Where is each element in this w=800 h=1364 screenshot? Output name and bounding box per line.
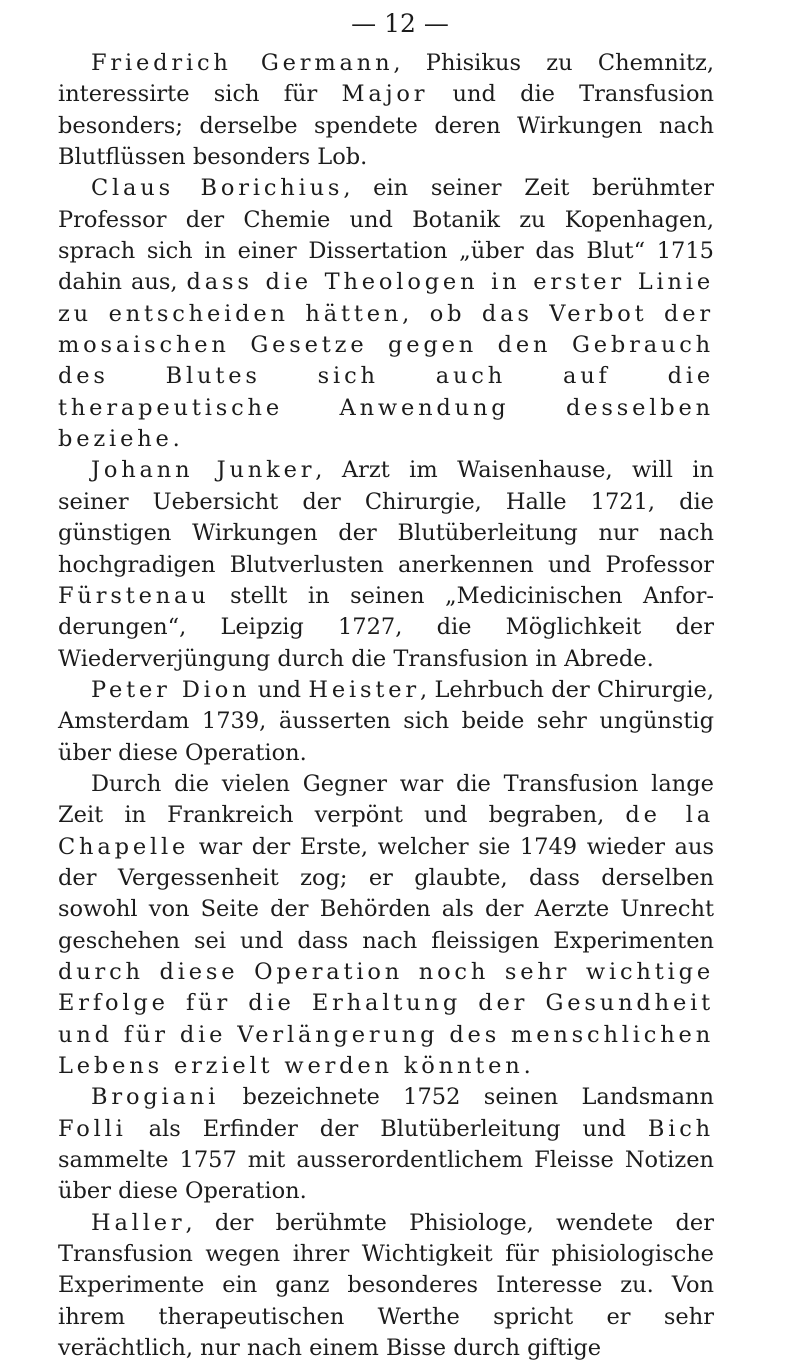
text-run: , Phisikus zu Chemnitz, interessirte sich für — [58, 50, 714, 108]
spaced-text: Folli — [58, 1115, 127, 1142]
text-run: , Arzt im Waisenhause, will in seiner Uebersicht der Chirurgie, Halle 1721, die günstigen Wirkungen der Blutüberleitung nur nach hochgradigen Blutverlusten anerkennen und Professor — [58, 457, 714, 578]
spaced-text: Fürstenau — [58, 582, 210, 609]
spaced-text: Johann Junker — [91, 457, 316, 484]
spaced-text: Peter Dion — [91, 676, 251, 703]
text-run: Durch die vielen Gegner war die Transfusion lange Zeit in Frankreich verpönt und begraben, — [58, 770, 714, 829]
page-number: — 12 — — [351, 9, 449, 38]
spaced-text: Heister — [308, 676, 420, 703]
spaced-text: dass die Theologen in erster Linie zu entscheiden hätten, ob das Verbot der mosaischen Gesetze gegen den Gebrauch des Blutes sich auch auf die therapeutische Anwendung desselben beziehe. — [58, 269, 714, 453]
text-run: war der Erste, welcher sie 1749 wieder aus der Vergessenheit zog; er glaubte, dass derselben sowohl von Seite der Behörden als der Aerzte Unrecht geschehen sei und dass nach fleissigen Experimenten — [58, 833, 714, 954]
paragraph — [58, 769, 714, 1082]
text-run: , der berühmte Phisiologe, wendete der Transfusion wegen ihrer Wichtigkeit für phisiologische Experimente ein ganz besonderes Interesse zu. Von ihrem therapeutischen Werthe spricht er sehr verächtlich, nur nach einem Bisse durch giftige — [58, 1209, 714, 1362]
spaced-text: Brogiani — [91, 1084, 220, 1111]
text-run: und die Transfusion besonders; derselbe spendete deren Wirkungen nach Blutflüssen besonders Lob. — [58, 81, 714, 171]
spaced-text: durch diese Operation noch sehr wichtige Erfolge für die Erhaltung der Gesundheit und für die Verlängerung des menschlichen Lebens erzielt werden könnten. — [58, 958, 715, 1079]
spaced-text: Haller — [91, 1209, 186, 1236]
spaced-text: Friedrich Germann — [91, 50, 394, 76]
paragraph — [58, 173, 714, 455]
text-run: als Erfinder der Blutüberleitung und — [126, 1115, 648, 1142]
spaced-text: Major — [341, 81, 429, 108]
paragraph — [58, 455, 714, 674]
spaced-text: Claus Borichius — [91, 175, 344, 202]
text-run: bezeichnete 1752 seinen Landsmann — [219, 1084, 714, 1111]
paragraph — [58, 675, 714, 769]
text-run: , Lehrbuch der Chirurgie, Amsterdam 1739, äusserten sich beide sehr ungünstig über diese Operation. — [58, 676, 714, 766]
text-run: und — [250, 676, 309, 703]
spaced-text: de la Chapelle — [58, 802, 715, 860]
paragraph — [58, 1082, 714, 1207]
text-run: sammelte 1757 mit ausserordentlichem Fleisse Notizen über diese Operation. — [58, 1147, 714, 1205]
spaced-text: Bich — [647, 1115, 714, 1142]
body-text — [58, 48, 714, 1364]
text-run: stellt in seinen „Medicinischen Anforderungen“, Leipzig 1727, die Möglichkeit der Wiederverjüngung durch die Transfusion in Abrede. — [58, 582, 714, 672]
paragraph — [58, 48, 714, 173]
text-run: , ein seiner Zeit berühmter Professor der Chemie und Botanik zu Kopenhagen, sprach sich in einer Dissertation „über das Blut“ 1715 dahin aus, — [58, 175, 714, 296]
